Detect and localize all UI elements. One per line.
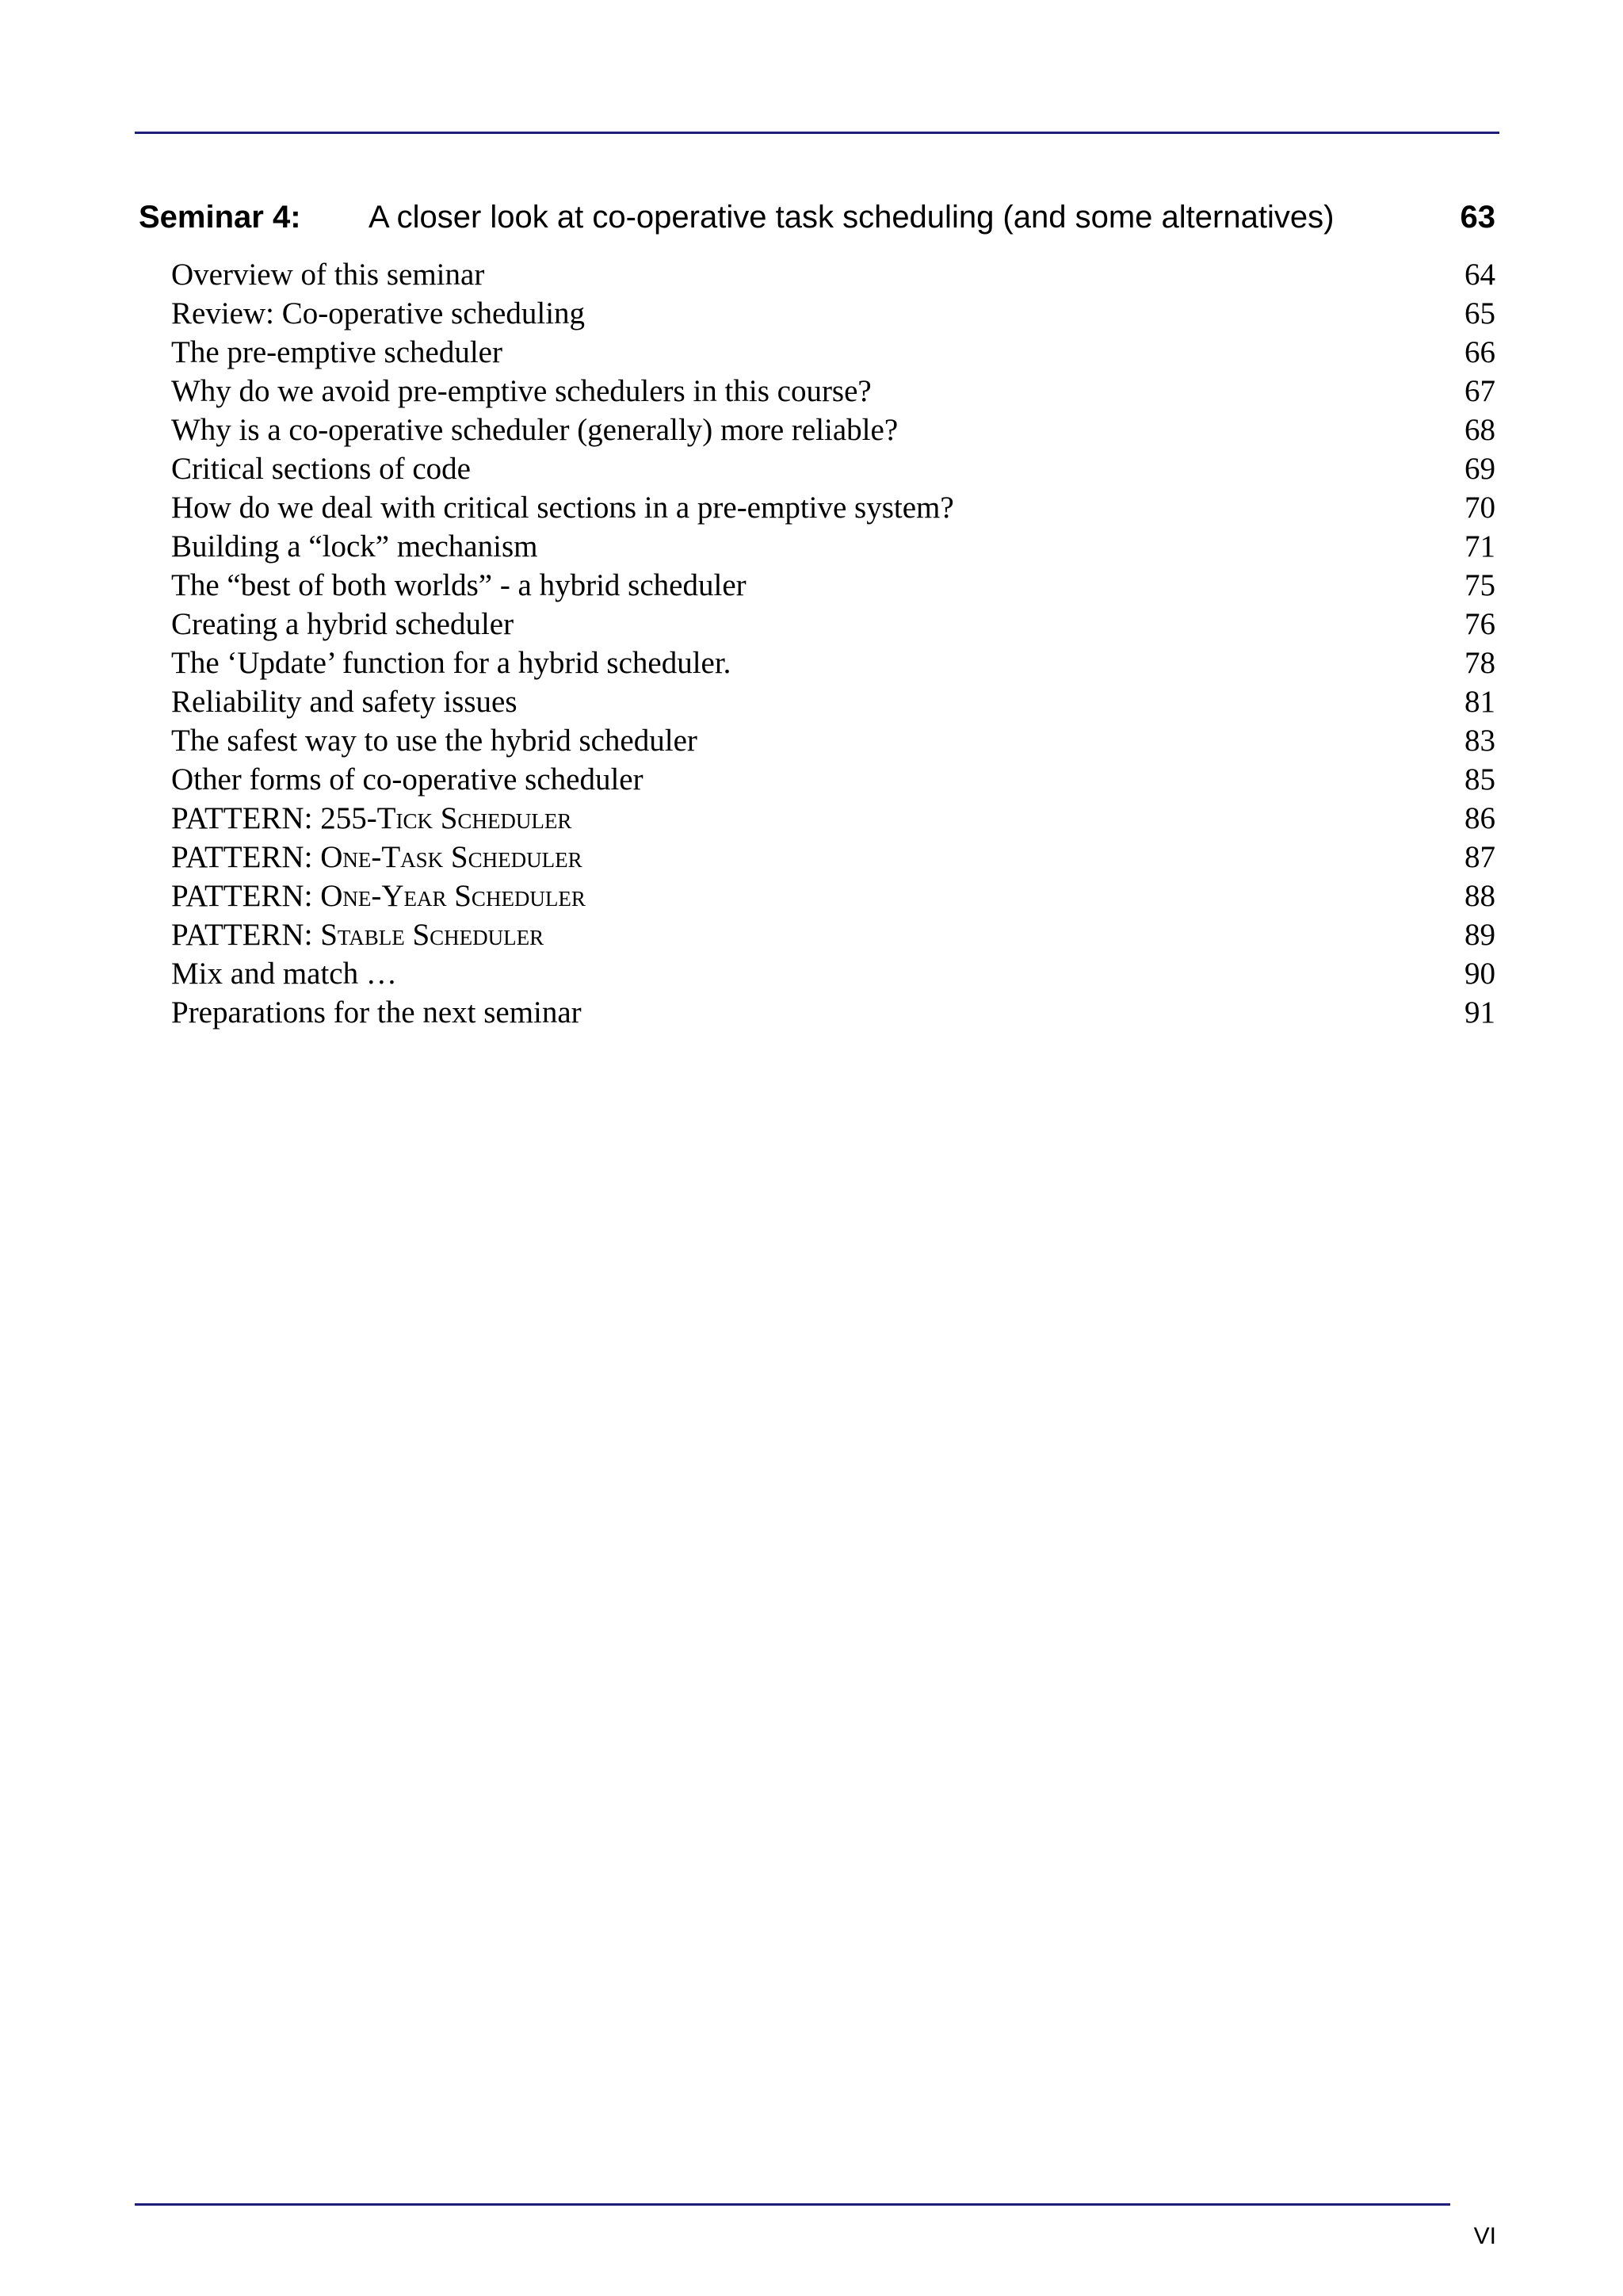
toc-entry[interactable] <box>171 527 1495 566</box>
toc-entry-page: 70 <box>1465 491 1495 525</box>
pattern-prefix: PATTERN: <box>171 879 321 913</box>
toc-entry-page: 89 <box>1465 918 1495 952</box>
toc-entry-page: 86 <box>1465 801 1495 835</box>
toc-entry-title: Why do we avoid pre-emptive schedulers in this course? <box>171 374 872 408</box>
pattern-name: One-Task Scheduler <box>320 840 582 874</box>
toc-entry-page: 65 <box>1465 296 1495 330</box>
pattern-name: One-Year Scheduler <box>320 879 586 913</box>
toc-entry-title: Other forms of co-operative scheduler <box>171 762 643 797</box>
toc-entry-pattern[interactable] <box>171 799 1495 838</box>
pattern-prefix: PATTERN: <box>171 840 321 874</box>
toc-entry-title <box>171 838 582 877</box>
toc-entry-page: 91 <box>1465 995 1495 1030</box>
toc-entry-page: 66 <box>1465 335 1495 369</box>
toc-entry-page: 90 <box>1465 957 1495 991</box>
toc-entry-title: How do we deal with critical sections in a pre-emptive system? <box>171 491 954 525</box>
toc-entry-page: 75 <box>1465 568 1495 602</box>
toc-entry-page: 76 <box>1465 607 1495 641</box>
toc-entry-title: The pre-emptive scheduler <box>171 335 502 369</box>
toc-entry[interactable] <box>171 644 1495 682</box>
seminar-page-number: 63 <box>1460 200 1495 235</box>
toc-entry-title <box>171 877 586 915</box>
toc-entry-title: The ‘Update’ function for a hybrid scheduler. <box>171 646 731 680</box>
pattern-prefix: PATTERN: <box>171 918 321 952</box>
toc-entry[interactable] <box>171 721 1495 760</box>
seminar-title: A closer look at co-operative task scheduling (and some alternatives) <box>369 200 1335 235</box>
toc-entry-page: 85 <box>1465 762 1495 797</box>
toc-entry-title: Mix and match … <box>171 957 397 991</box>
toc-entry-page: 87 <box>1465 840 1495 874</box>
pattern-prefix: PATTERN: <box>171 801 321 835</box>
toc-entries <box>171 255 1495 1032</box>
toc-entry-page: 78 <box>1465 646 1495 680</box>
toc-entry-title: Critical sections of code <box>171 452 471 486</box>
toc-entry-page: 83 <box>1465 724 1495 758</box>
toc-entry-title: The “best of both worlds” - a hybrid scheduler <box>171 568 747 602</box>
toc-entry[interactable] <box>171 993 1495 1032</box>
toc-entry-pattern[interactable] <box>171 877 1495 915</box>
toc-entry-title: Review: Co-operative scheduling <box>171 296 586 330</box>
pattern-name: Stable Scheduler <box>320 918 544 952</box>
seminar-heading <box>139 200 1495 250</box>
seminar-label: Seminar 4: <box>139 200 301 235</box>
toc-entry-title: The safest way to use the hybrid scheduler <box>171 724 697 758</box>
toc-entry-page: 81 <box>1465 685 1495 719</box>
toc-entry-title: Overview of this seminar <box>171 258 485 292</box>
toc-entry[interactable] <box>171 294 1495 333</box>
footer-rule <box>135 2203 1450 2206</box>
toc-entry-pattern[interactable] <box>171 838 1495 877</box>
header-rule <box>135 132 1499 134</box>
toc-entry[interactable] <box>171 566 1495 605</box>
toc-entry[interactable] <box>171 411 1495 449</box>
toc-entry[interactable] <box>171 449 1495 488</box>
toc-entry-page: 68 <box>1465 413 1495 447</box>
toc-entry-title <box>171 799 571 838</box>
toc-entry-title <box>171 915 544 954</box>
toc-entry[interactable] <box>171 760 1495 799</box>
toc-entry-title: Why is a co-operative scheduler (generally) more reliable? <box>171 413 899 447</box>
pattern-name: 255-Tick Scheduler <box>320 801 572 835</box>
toc-entry-page: 71 <box>1465 529 1495 563</box>
toc-entry[interactable] <box>171 255 1495 294</box>
toc-entry-page: 67 <box>1465 374 1495 408</box>
toc-entry-page: 64 <box>1465 258 1495 292</box>
footer-page-number: VI <box>1473 2223 1496 2249</box>
toc-entry-title: Reliability and safety issues <box>171 685 517 719</box>
toc-entry[interactable] <box>171 372 1495 411</box>
toc-entry-page: 69 <box>1465 452 1495 486</box>
toc-entry[interactable] <box>171 954 1495 993</box>
toc-entry[interactable] <box>171 333 1495 372</box>
toc-entry-title: Creating a hybrid scheduler <box>171 607 514 641</box>
toc-entry[interactable] <box>171 682 1495 721</box>
toc-entry-pattern[interactable] <box>171 915 1495 954</box>
toc-entry[interactable] <box>171 488 1495 527</box>
toc-entry-title: Building a “lock” mechanism <box>171 529 538 563</box>
toc-entry[interactable] <box>171 605 1495 644</box>
toc-entry-title: Preparations for the next seminar <box>171 995 582 1030</box>
toc-entry-page: 88 <box>1465 879 1495 913</box>
